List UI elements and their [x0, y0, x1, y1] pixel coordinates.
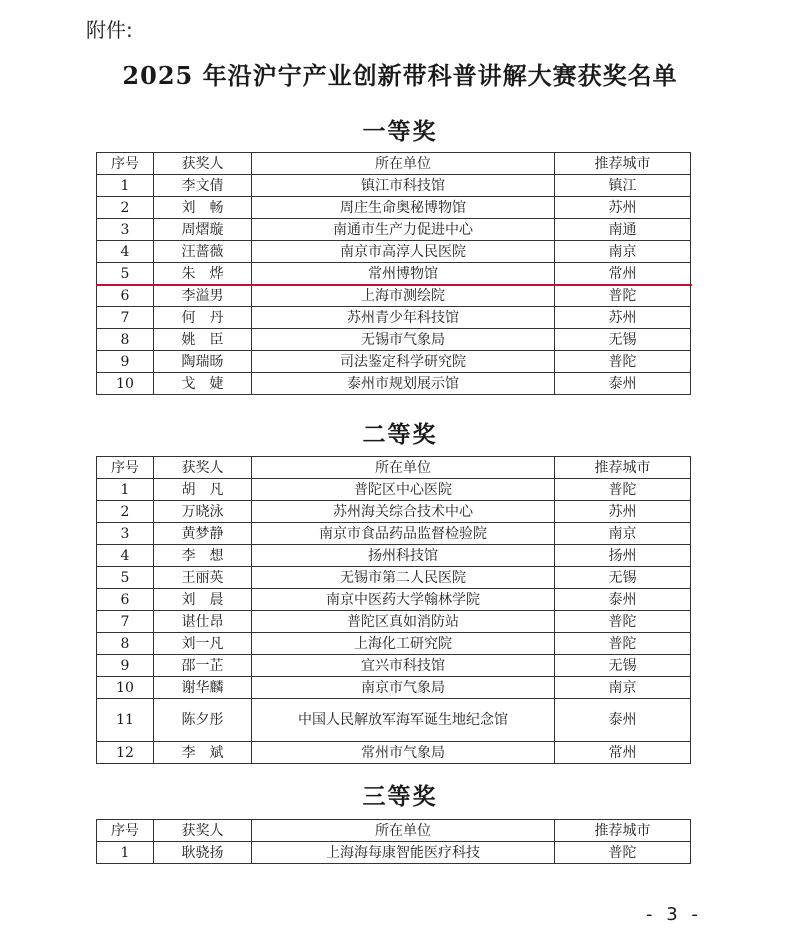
- table-row: [97, 373, 691, 395]
- cell-city: 泰州: [555, 373, 691, 395]
- document-title: 2025 年沿沪宁产业创新带科普讲解大赛获奖名单: [122, 61, 678, 90]
- table-row: [97, 633, 691, 655]
- cell-organization: 泰州市规划展示馆: [252, 373, 555, 395]
- cell-city: 常州: [555, 263, 691, 285]
- cell-city: 苏州: [555, 307, 691, 329]
- header-city: 推荐城市: [555, 457, 691, 479]
- cell-city: 普陀: [555, 351, 691, 373]
- cell-city: 普陀: [555, 633, 691, 655]
- header-city: 推荐城市: [555, 153, 691, 175]
- cell-index: 4: [97, 545, 154, 567]
- highlight-underline: [96, 284, 692, 286]
- cell-organization: 常州博物馆: [252, 263, 555, 285]
- cell-city: 苏州: [555, 197, 691, 219]
- cell-index: 1: [97, 175, 154, 197]
- cell-index: 10: [97, 677, 154, 699]
- cell-city: 无锡: [555, 655, 691, 677]
- table-row: [97, 263, 691, 285]
- header-index: 序号: [97, 153, 154, 175]
- cell-winner: 朱 烨: [154, 263, 252, 285]
- cell-city: 常州: [555, 742, 691, 764]
- cell-winner: 胡 凡: [154, 479, 252, 501]
- header-winner: 获奖人: [154, 153, 252, 175]
- cell-organization: 南京中医药大学翰林学院: [252, 589, 555, 611]
- cell-index: 7: [97, 307, 154, 329]
- table-row: [97, 285, 691, 307]
- cell-winner: 刘一凡: [154, 633, 252, 655]
- table-row: [97, 742, 691, 764]
- cell-index: 3: [97, 523, 154, 545]
- table-row: [97, 479, 691, 501]
- cell-winner: 戈 婕: [154, 373, 252, 395]
- cell-winner: 何 丹: [154, 307, 252, 329]
- cell-organization: 南京市高淳人民医院: [252, 241, 555, 263]
- cell-organization: 中国人民解放军海军诞生地纪念馆: [252, 699, 555, 742]
- cell-index: 5: [97, 567, 154, 589]
- cell-organization: 司法鉴定科学研究院: [252, 351, 555, 373]
- table-row: [97, 241, 691, 263]
- cell-winner: 谢华麟: [154, 677, 252, 699]
- cell-city: 镇江: [555, 175, 691, 197]
- cell-winner: 汪蔷薇: [154, 241, 252, 263]
- cell-city: 无锡: [555, 567, 691, 589]
- table-row: [97, 219, 691, 241]
- cell-organization: 周庄生命奥秘博物馆: [252, 197, 555, 219]
- cell-organization: 苏州青少年科技馆: [252, 307, 555, 329]
- cell-winner: 周熠璇: [154, 219, 252, 241]
- first-prize-table: [96, 152, 691, 395]
- third-prize-table: [96, 819, 691, 864]
- table-header-row: [97, 457, 691, 479]
- cell-organization: 普陀区真如消防站: [252, 611, 555, 633]
- header-organization: 所在单位: [252, 153, 555, 175]
- table-header-row: [97, 820, 691, 842]
- cell-winner: 王丽英: [154, 567, 252, 589]
- table-header-row: [97, 153, 691, 175]
- cell-winner: 陈夕彤: [154, 699, 252, 742]
- table-row: [97, 699, 691, 742]
- table-row: [97, 501, 691, 523]
- header-winner: 获奖人: [154, 457, 252, 479]
- cell-winner: 耿骁扬: [154, 842, 252, 864]
- cell-index: 2: [97, 197, 154, 219]
- cell-city: 普陀: [555, 842, 691, 864]
- cell-winner: 李溢男: [154, 285, 252, 307]
- attachment-label: 附件:: [86, 18, 133, 42]
- cell-organization: 镇江市科技馆: [252, 175, 555, 197]
- cell-winner: 刘 晨: [154, 589, 252, 611]
- cell-winner: 邵一芷: [154, 655, 252, 677]
- table-row: [97, 842, 691, 864]
- section-title-first-prize: 一等奖: [362, 118, 438, 145]
- section-title-second-prize: 二等奖: [362, 421, 438, 448]
- cell-index: 5: [97, 263, 154, 285]
- cell-organization: 苏州海关综合技术中心: [252, 501, 555, 523]
- table-row: [97, 567, 691, 589]
- table-row: [97, 523, 691, 545]
- table-row: [97, 589, 691, 611]
- cell-city: 南通: [555, 219, 691, 241]
- page-number: - 3 -: [646, 904, 702, 925]
- header-organization: 所在单位: [252, 820, 555, 842]
- cell-winner: 李 斌: [154, 742, 252, 764]
- header-index: 序号: [97, 457, 154, 479]
- cell-index: 10: [97, 373, 154, 395]
- cell-index: 7: [97, 611, 154, 633]
- cell-index: 2: [97, 501, 154, 523]
- table-row: [97, 351, 691, 373]
- cell-winner: 万晓泳: [154, 501, 252, 523]
- cell-organization: 南京市食品药品监督检验院: [252, 523, 555, 545]
- cell-organization: 南通市生产力促进中心: [252, 219, 555, 241]
- table-row: [97, 329, 691, 351]
- cell-organization: 无锡市气象局: [252, 329, 555, 351]
- cell-organization: 南京市气象局: [252, 677, 555, 699]
- cell-city: 无锡: [555, 329, 691, 351]
- header-winner: 获奖人: [154, 820, 252, 842]
- cell-index: 12: [97, 742, 154, 764]
- cell-organization: 普陀区中心医院: [252, 479, 555, 501]
- cell-winner: 刘 畅: [154, 197, 252, 219]
- table-row: [97, 677, 691, 699]
- cell-winner: 陶瑞旸: [154, 351, 252, 373]
- cell-winner: 李 想: [154, 545, 252, 567]
- cell-index: 3: [97, 219, 154, 241]
- cell-winner: 姚 臣: [154, 329, 252, 351]
- cell-organization: 常州市气象局: [252, 742, 555, 764]
- cell-index: 6: [97, 285, 154, 307]
- cell-city: 南京: [555, 523, 691, 545]
- second-prize-table: [96, 456, 691, 764]
- cell-index: 11: [97, 699, 154, 742]
- cell-city: 普陀: [555, 285, 691, 307]
- cell-index: 1: [97, 842, 154, 864]
- cell-winner: 黄梦静: [154, 523, 252, 545]
- table-row: [97, 545, 691, 567]
- header-city: 推荐城市: [555, 820, 691, 842]
- cell-city: 苏州: [555, 501, 691, 523]
- cell-organization: 无锡市第二人民医院: [252, 567, 555, 589]
- cell-index: 9: [97, 351, 154, 373]
- cell-city: 南京: [555, 241, 691, 263]
- cell-city: 扬州: [555, 545, 691, 567]
- cell-city: 泰州: [555, 589, 691, 611]
- cell-index: 4: [97, 241, 154, 263]
- cell-index: 6: [97, 589, 154, 611]
- cell-organization: 上海市测绘院: [252, 285, 555, 307]
- table-row: [97, 175, 691, 197]
- table-row: [97, 655, 691, 677]
- cell-organization: 上海海每康智能医疗科技: [252, 842, 555, 864]
- header-organization: 所在单位: [252, 457, 555, 479]
- cell-winner: 李文倩: [154, 175, 252, 197]
- cell-index: 8: [97, 329, 154, 351]
- cell-city: 普陀: [555, 611, 691, 633]
- header-index: 序号: [97, 820, 154, 842]
- section-title-third-prize: 三等奖: [362, 783, 438, 810]
- cell-organization: 上海化工研究院: [252, 633, 555, 655]
- cell-city: 南京: [555, 677, 691, 699]
- table-row: [97, 307, 691, 329]
- cell-index: 9: [97, 655, 154, 677]
- cell-index: 1: [97, 479, 154, 501]
- cell-city: 泰州: [555, 699, 691, 742]
- cell-organization: 扬州科技馆: [252, 545, 555, 567]
- table-row: [97, 197, 691, 219]
- cell-index: 8: [97, 633, 154, 655]
- table-row: [97, 611, 691, 633]
- cell-winner: 谌仕昂: [154, 611, 252, 633]
- cell-city: 普陀: [555, 479, 691, 501]
- cell-organization: 宜兴市科技馆: [252, 655, 555, 677]
